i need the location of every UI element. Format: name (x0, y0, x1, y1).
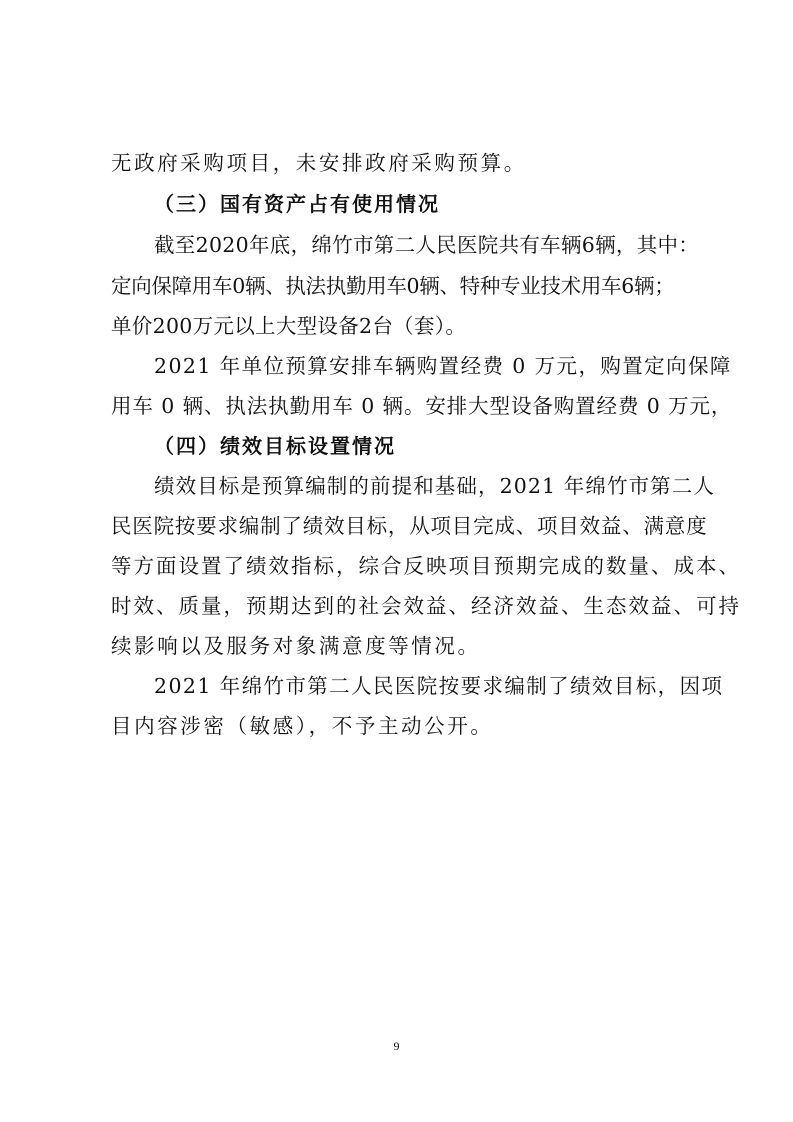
body-text-line: 民医院按要求编制了绩效目标，从项目完成、项目效益、满意度 (111, 514, 708, 538)
page-number: 9 (393, 1039, 400, 1053)
section-heading-performance: （四）绩效目标设置情况 (154, 434, 396, 458)
body-text-line: 单价200万元以上大型设备2台（套）。 (111, 314, 467, 338)
body-text-line: 绩效目标是预算编制的前提和基础，2021 年绵竹市第二人 (154, 474, 715, 498)
body-text-line: 用车 0 辆、执法执勤用车 0 辆。安排大型设备购置经费 0 万元， (111, 394, 733, 418)
section-heading-assets: （三）国有资产占有使用情况 (154, 192, 440, 216)
body-text-line: 截至2020年底，绵竹市第二人民医院共有车辆6辆，其中： (154, 233, 700, 257)
body-text-line: 等方面设置了绩效指标，综合反映项目预期完成的数量、成本、 (111, 554, 741, 578)
body-text-line: 目内容涉密（敏感），不予主动公开。 (111, 714, 494, 738)
body-text-line: 无政府采购项目，未安排政府采购预算。 (111, 151, 527, 175)
body-text-line: 续影响以及服务对象满意度等情况。 (111, 634, 481, 658)
body-text-line: 时效、质量，预期达到的社会效益、经济效益、生态效益、可持 (111, 594, 741, 618)
body-text-line: 2021 年绵竹市第二人民医院按要求编制了绩效目标，因项 (154, 674, 724, 698)
body-text-line: 定向保障用车0辆、执法执勤用车0辆、特种专业技术用车6辆； (111, 274, 675, 298)
body-text-line: 2021 年单位预算安排车辆购置经费 0 万元，购置定向保障 (154, 354, 732, 378)
